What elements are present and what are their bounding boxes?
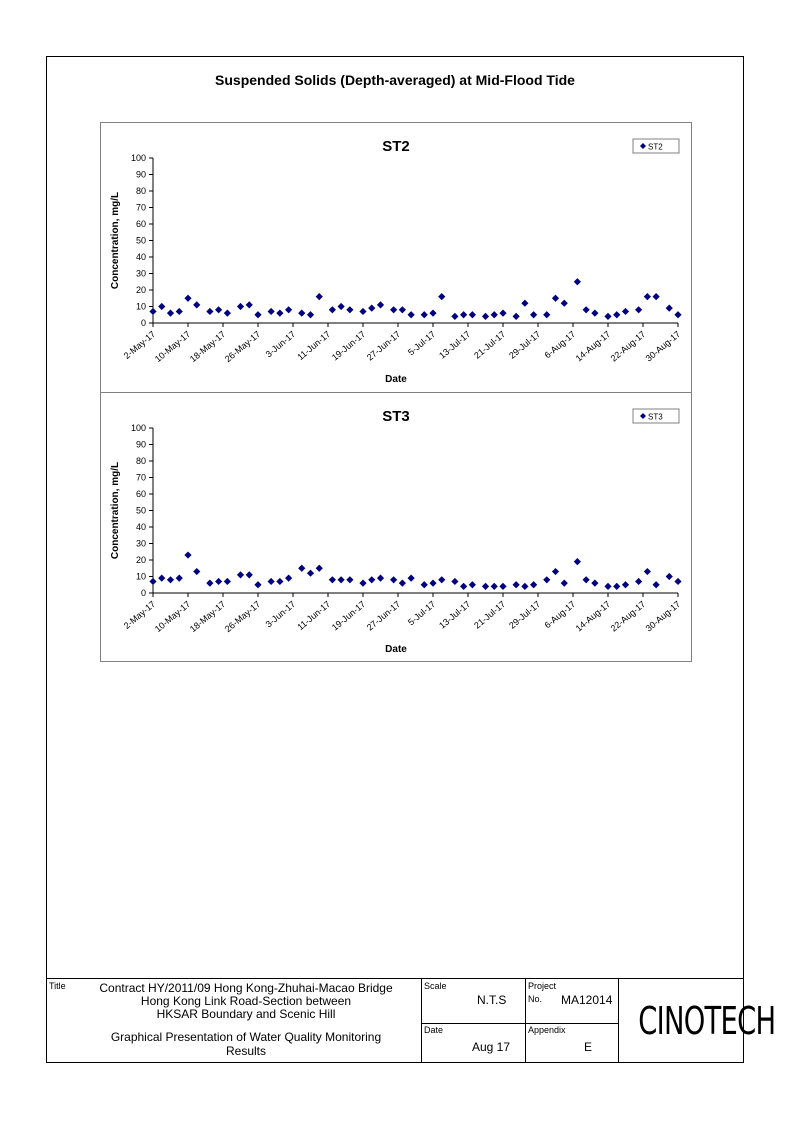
scale-date-cell: [422, 979, 526, 1063]
data-point: [338, 303, 345, 310]
y-tick-label: 70: [135, 202, 146, 213]
data-point: [613, 311, 620, 318]
data-point: [438, 293, 445, 300]
data-point: [307, 311, 314, 318]
project-appendix-cell: [526, 979, 619, 1063]
x-tick-label: 2-May-17: [121, 598, 158, 631]
drawing-subtitle: [86, 1030, 406, 1058]
data-point: [377, 301, 384, 308]
scale-date-divider: [422, 1023, 525, 1024]
x-tick-label: 13-Jul-17: [437, 328, 473, 361]
data-point: [346, 306, 353, 313]
data-point: [635, 306, 642, 313]
contract-title: [86, 982, 406, 1021]
y-tick-label: 20: [135, 285, 146, 295]
data-point: [674, 311, 681, 318]
data-point: [193, 301, 200, 308]
data-point: [338, 576, 345, 583]
chart-container: [100, 122, 692, 662]
y-tick-label: 80: [135, 456, 146, 466]
appendix-value: E: [584, 1040, 593, 1054]
x-tick-label: 14-Aug-17: [573, 328, 613, 364]
contract-title-line1: Contract HY/2011/09 Hong Kong-Zhuhai-Macao Bridge: [99, 981, 393, 995]
y-tick-label: 60: [135, 489, 146, 499]
data-point: [583, 576, 590, 583]
data-point: [543, 311, 550, 318]
data-point: [644, 568, 651, 575]
data-point: [491, 583, 498, 590]
data-point: [184, 551, 191, 558]
data-point: [561, 300, 568, 307]
data-point: [285, 306, 292, 313]
data-point: [224, 310, 231, 317]
data-point: [167, 310, 174, 317]
x-tick-label: 6-Aug-17: [542, 598, 578, 631]
data-point: [591, 310, 598, 317]
x-axis-label: Date: [385, 374, 407, 385]
data-point: [635, 578, 642, 585]
data-point: [622, 581, 629, 588]
scale-label: Scale: [424, 981, 447, 991]
chart-st3: [101, 393, 691, 662]
contract-title-line2: Hong Kong Link Road-Section between: [140, 994, 352, 1008]
x-tick-label: 6-Aug-17: [542, 328, 578, 361]
project-appendix-divider: [526, 1023, 618, 1024]
data-point: [644, 293, 651, 300]
data-point: [176, 575, 183, 582]
y-tick-label: 40: [135, 522, 146, 532]
data-point: [246, 301, 253, 308]
drawing-subtitle-line1: Graphical Presentation of Water Quality Monitoring: [110, 1030, 382, 1044]
data-point: [237, 571, 244, 578]
data-point: [429, 580, 436, 587]
x-tick-label: 19-Jun-17: [329, 598, 368, 633]
x-tick-label: 22-Aug-17: [608, 328, 648, 364]
data-point: [521, 583, 528, 590]
data-point: [429, 310, 436, 317]
data-point: [513, 581, 520, 588]
y-tick-label: 0: [140, 318, 146, 328]
x-tick-label: 21-Jul-17: [472, 328, 508, 361]
data-point: [408, 311, 415, 318]
data-point: [438, 576, 445, 583]
y-tick-label: 10: [135, 571, 146, 582]
data-point: [469, 311, 476, 318]
x-tick-label: 18-May-17: [187, 598, 228, 635]
data-point: [491, 311, 498, 318]
x-tick-label: 27-Jun-17: [364, 328, 403, 363]
y-tick-label: 30: [135, 268, 146, 279]
x-tick-label: 19-Jun-17: [329, 328, 368, 363]
data-point: [377, 575, 384, 582]
data-point: [543, 576, 550, 583]
y-tick-label: 40: [135, 252, 146, 262]
data-point: [206, 308, 213, 315]
data-point: [613, 583, 620, 590]
data-point: [622, 308, 629, 315]
y-tick-label: 90: [135, 169, 146, 180]
data-point: [399, 306, 406, 313]
date-label: Date: [424, 1025, 444, 1035]
x-tick-label: 3-Jun-17: [263, 598, 298, 630]
data-point: [390, 576, 397, 583]
x-tick-label: 11-Jun-17: [295, 328, 333, 363]
x-tick-label: 3-Jun-17: [263, 328, 298, 360]
legend-label: ST3: [648, 412, 663, 422]
data-point: [591, 580, 598, 587]
x-tick-label: 30-Aug-17: [643, 328, 683, 364]
x-axis-label: Date: [385, 644, 407, 655]
data-point: [390, 306, 397, 313]
data-point: [561, 580, 568, 587]
data-point: [254, 311, 261, 318]
data-point: [298, 310, 305, 317]
drawing-subtitle-line2: Results: [225, 1044, 266, 1058]
x-tick-label: 5-Jul-17: [405, 328, 438, 358]
data-point: [149, 578, 156, 585]
data-point: [530, 581, 537, 588]
chart-title: ST2: [382, 138, 410, 155]
data-point: [604, 313, 611, 320]
data-point: [421, 311, 428, 318]
title-label: Title: [49, 981, 66, 991]
y-tick-label: 50: [135, 235, 146, 246]
x-tick-label: 11-Jun-17: [295, 598, 333, 633]
data-point: [206, 580, 213, 587]
data-point: [574, 278, 581, 285]
data-point: [552, 568, 559, 575]
data-point: [224, 578, 231, 585]
x-tick-label: 5-Jul-17: [405, 598, 438, 628]
y-tick-label: 80: [135, 186, 146, 196]
data-point: [184, 295, 191, 302]
x-tick-label: 18-May-17: [187, 328, 228, 365]
y-tick-label: 30: [135, 538, 146, 549]
title-cell: [46, 979, 422, 1063]
data-point: [469, 581, 476, 588]
x-tick-label: 29-Jul-17: [507, 328, 543, 361]
data-point: [158, 575, 165, 582]
data-point: [316, 293, 323, 300]
data-point: [674, 578, 681, 585]
data-point: [158, 303, 165, 310]
data-point: [368, 576, 375, 583]
data-point: [329, 306, 336, 313]
appendix-label: Appendix: [528, 1025, 566, 1035]
x-tick-label: 29-Jul-17: [507, 598, 543, 631]
data-point: [176, 308, 183, 315]
data-point: [254, 581, 261, 588]
x-tick-label: 30-Aug-17: [643, 598, 683, 634]
data-point: [513, 313, 520, 320]
data-point: [268, 308, 275, 315]
data-point: [653, 293, 660, 300]
legend-label: ST2: [648, 142, 663, 152]
project-label: Project: [528, 981, 557, 991]
data-point: [316, 565, 323, 572]
y-tick-label: 60: [135, 219, 146, 229]
data-point: [215, 578, 222, 585]
x-tick-label: 26-May-17: [222, 328, 263, 365]
data-point: [666, 305, 673, 312]
page-title: Suspended Solids (Depth-averaged) at Mid-Flood Tide: [215, 72, 575, 88]
cinotech-logo: CINOTECH: [638, 999, 776, 1043]
x-tick-label: 2-May-17: [121, 328, 158, 361]
data-point: [574, 558, 581, 565]
contract-title-line3: HKSAR Boundary and Scenic Hill: [156, 1007, 336, 1021]
data-point: [268, 578, 275, 585]
data-point: [193, 568, 200, 575]
y-tick-label: 0: [140, 588, 146, 598]
y-tick-label: 50: [135, 505, 146, 516]
data-point: [285, 575, 292, 582]
data-point: [246, 571, 253, 578]
y-tick-label: 70: [135, 472, 146, 483]
y-tick-label: 20: [135, 555, 146, 565]
data-point: [149, 308, 156, 315]
data-point: [399, 580, 406, 587]
data-point: [530, 311, 537, 318]
data-point: [499, 583, 506, 590]
y-tick-label: 10: [135, 301, 146, 312]
x-tick-label: 26-May-17: [222, 598, 263, 635]
y-tick-label: 100: [130, 153, 146, 163]
x-tick-label: 21-Jul-17: [472, 598, 508, 631]
x-tick-label: 22-Aug-17: [608, 598, 648, 634]
data-point: [359, 308, 366, 315]
data-point: [329, 576, 336, 583]
data-point: [215, 306, 222, 313]
data-point: [237, 303, 244, 310]
x-tick-label: 10-May-17: [152, 598, 193, 635]
x-tick-label: 14-Aug-17: [573, 598, 613, 634]
data-point: [499, 310, 506, 317]
data-point: [298, 565, 305, 572]
data-point: [653, 581, 660, 588]
x-tick-label: 10-May-17: [152, 328, 193, 365]
chart-title: ST3: [382, 408, 410, 425]
chart-st2: [101, 123, 691, 392]
data-point: [359, 580, 366, 587]
project-value: MA12014: [561, 993, 613, 1007]
data-point: [521, 300, 528, 307]
data-point: [460, 311, 467, 318]
y-axis-label: Concentration, mg/L: [110, 191, 121, 290]
data-point: [552, 295, 559, 302]
x-tick-label: 27-Jun-17: [364, 598, 403, 633]
date-value: Aug 17: [472, 1040, 511, 1054]
data-point: [307, 570, 314, 577]
scale-value: N.T.S: [477, 993, 507, 1007]
title-block: [46, 978, 776, 1063]
data-point: [421, 581, 428, 588]
data-point: [276, 310, 283, 317]
y-tick-label: 90: [135, 439, 146, 450]
data-point: [346, 576, 353, 583]
data-point: [482, 313, 489, 320]
data-point: [583, 306, 590, 313]
data-point: [451, 313, 458, 320]
data-point: [460, 583, 467, 590]
y-axis-label: Concentration, mg/L: [110, 461, 121, 560]
project-no-label: No.: [528, 994, 543, 1004]
data-point: [276, 578, 283, 585]
data-point: [167, 576, 174, 583]
data-point: [482, 583, 489, 590]
data-point: [451, 578, 458, 585]
y-tick-label: 100: [130, 423, 146, 433]
data-point: [368, 305, 375, 312]
data-point: [408, 575, 415, 582]
data-point: [666, 573, 673, 580]
data-point: [604, 583, 611, 590]
x-tick-label: 13-Jul-17: [437, 598, 473, 631]
